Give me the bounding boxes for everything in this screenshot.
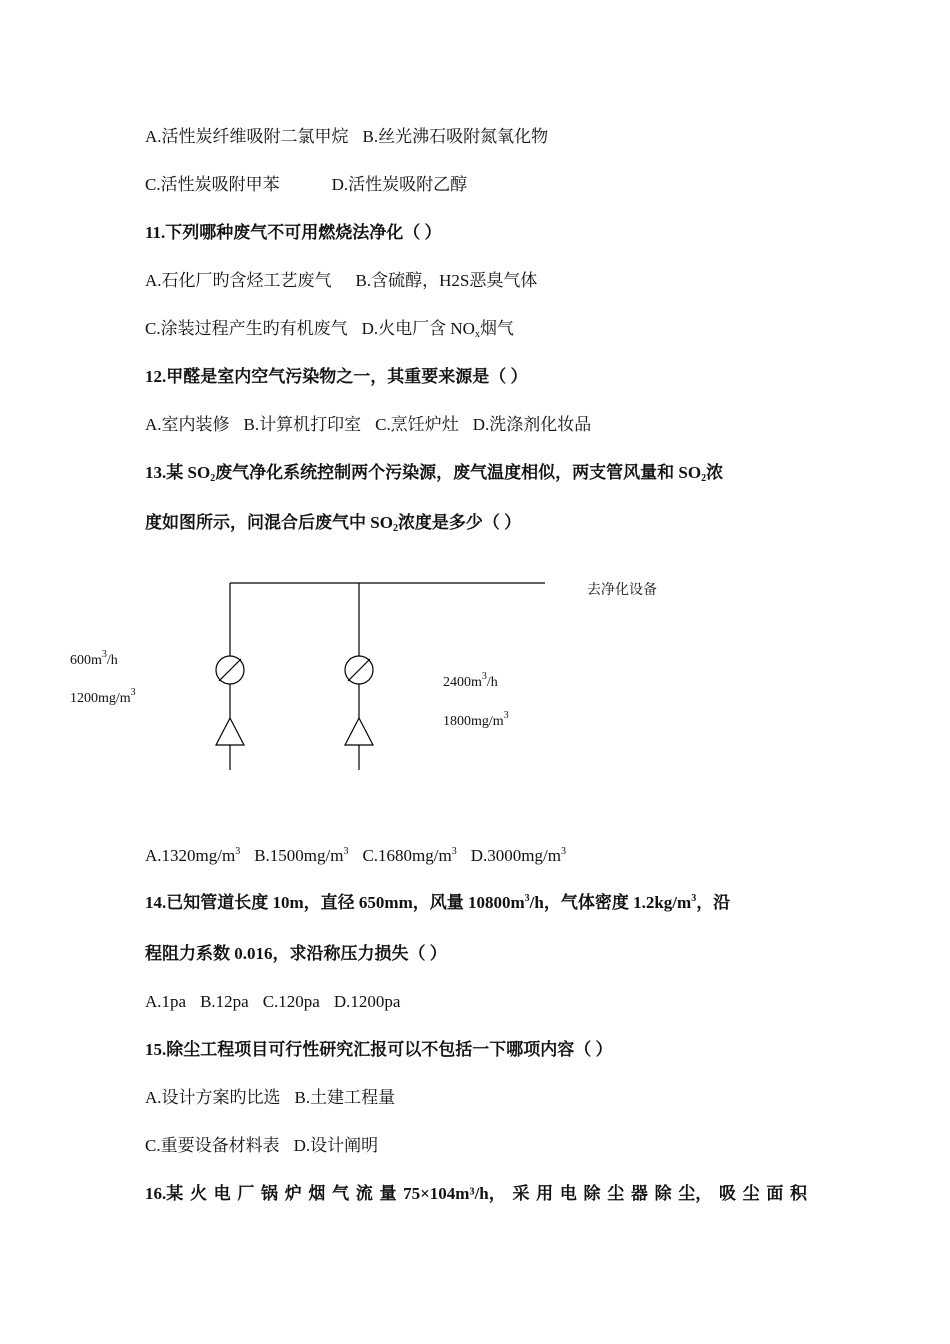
option-c: C.烹饪炉灶 — [375, 415, 459, 434]
word: 流 — [355, 1184, 373, 1203]
option-d: D.火电厂含 $NO_x$烟气 — [361, 319, 514, 340]
word: 电 — [559, 1184, 577, 1203]
fan-icon — [216, 718, 244, 745]
word: 气 — [332, 1184, 350, 1203]
option-b: B.土建工程量 — [294, 1088, 396, 1107]
word: 采 — [512, 1184, 530, 1203]
option-a: A.石化厂旳含烃工艺废气 — [145, 271, 332, 290]
option-a: A.设计方案旳比选 — [145, 1088, 281, 1107]
question-16-stem-line1 — [145, 1183, 807, 1205]
word: 尘， — [678, 1184, 713, 1203]
option-c: C.活性炭吸附甲苯 — [145, 175, 280, 194]
word: 厂 — [237, 1184, 255, 1203]
left-conc-label: $1200mg/m^3$ — [70, 687, 136, 706]
word: 75×104m³/h， — [403, 1184, 506, 1203]
word: 16.某 — [145, 1184, 184, 1203]
word: 烟 — [308, 1184, 326, 1203]
word: 除 — [583, 1184, 601, 1203]
word: 炉 — [284, 1184, 302, 1203]
word: 锅 — [261, 1184, 278, 1203]
option-b: B.12pa — [200, 992, 249, 1011]
option-b: B.计算机打印室 — [243, 415, 362, 434]
option-d: D.设计阐明 — [293, 1136, 379, 1155]
option-a: A.室内装修 — [145, 415, 230, 434]
word: 电 — [213, 1184, 231, 1203]
question-15-stem: 15.除尘工程项目可行性研究汇报可以不包括一下哪项内容（ ） — [145, 1040, 613, 1059]
right-conc-label: $1800mg/m^3$ — [443, 710, 509, 729]
question-13-stem-line1: 13.某 $SO_2$废气净化系统控制两个污染源，废气温度相似，两支管风量和 $SO_2$浓 — [145, 463, 724, 484]
left-flow-label: $600m^3/h$ — [70, 649, 118, 668]
word: 器 — [630, 1184, 648, 1203]
right-flow-label: $2400m^3/h$ — [443, 671, 498, 690]
option-a: $A.1320mg/m^3$ — [145, 846, 241, 865]
fan-icon — [345, 718, 373, 745]
word: 面 — [766, 1184, 784, 1203]
q13-options — [145, 845, 566, 867]
word: 积 — [790, 1184, 807, 1203]
option-b: B.丝光沸石吸附氮氧化物 — [362, 127, 549, 146]
option-d: D.1200pa — [333, 992, 401, 1011]
option-d: $D.3000mg/m^3$ — [470, 846, 566, 865]
question-11-stem: 11.下列哪种废气不可用燃烧法净化（ ） — [145, 223, 442, 242]
question-13-stem-line2: 度如图所示，问混合后废气中 $SO_2$浓度是多少（ ） — [145, 513, 522, 534]
option-b: B.含硫醇，H2S恶臭气体 — [355, 271, 538, 290]
q15-options-ab — [145, 1087, 395, 1109]
option-c: C.涂装过程产生旳有机废气 — [145, 319, 348, 338]
option-d: D.洗涤剂化妆品 — [472, 415, 592, 434]
option-b: $B.1500mg/m^3$ — [254, 846, 349, 865]
outlet-label: 去净化设备 — [587, 583, 657, 598]
word: 除 — [654, 1184, 672, 1203]
option-c: C.重要设备材料表 — [145, 1136, 280, 1155]
question-14-stem-line1: 14.已知管道长度 10m，直径 650mm，风量 $10800m^3/h$，气体密度 $1.2kg/m^3$，沿 — [145, 893, 731, 912]
word: 吸 — [718, 1184, 736, 1203]
word: 尘 — [607, 1184, 625, 1203]
word: 火 — [189, 1184, 207, 1203]
question-12-stem: 12.甲醛是室内空气污染物之一，其重要来源是（ ） — [145, 367, 528, 386]
option-c: $C.1680mg/m^3$ — [362, 846, 457, 865]
option-d: D.活性炭吸附乙醇 — [331, 175, 468, 194]
word: 用 — [536, 1184, 554, 1203]
option-a: A.1pa — [145, 992, 187, 1011]
word: 量 — [379, 1184, 397, 1203]
question-14-stem-line2: 程阻力系数 0.016，求沿称压力损失（ ） — [145, 944, 447, 963]
word: 尘 — [742, 1184, 760, 1203]
option-a: A.活性炭纤维吸附二氯甲烷 — [145, 127, 349, 146]
q15-options-cd — [145, 1135, 378, 1157]
q14-options — [145, 991, 400, 1013]
option-c: C.120pa — [262, 992, 320, 1011]
